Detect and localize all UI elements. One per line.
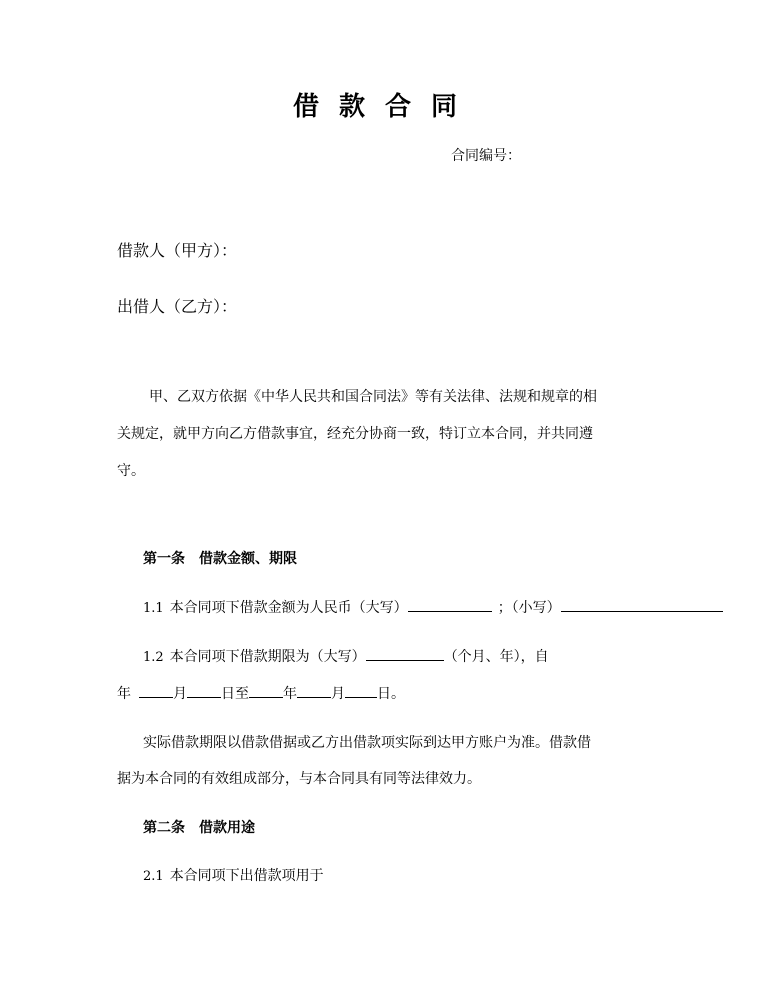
date-day-1: 日至 (221, 686, 249, 702)
term-date-line (117, 683, 405, 703)
amount-figures-blank (561, 597, 723, 612)
clause-1-2-number: 1.2 (143, 650, 164, 665)
term-note-line-1: 实际借款期限以借款借据或乙方出借款项实际到达甲方账户为准。借款借 (143, 735, 591, 751)
clause-1-2-text-b: （个月、年），自 (443, 649, 549, 665)
year-1-blank (139, 683, 173, 698)
clause-1-1 (143, 597, 723, 617)
day-2-blank (345, 683, 377, 698)
clause-1-2 (143, 646, 549, 666)
year-2-blank (249, 683, 283, 698)
date-day-2: 日。 (377, 686, 405, 702)
preamble-line-1: 甲、乙双方依据《中华人民共和国合同法》等有关法律、法规和规章的相 (149, 389, 597, 405)
article-1-heading: 第一条 借款金额、期限 (143, 551, 297, 567)
date-year-1: 年 (117, 686, 131, 702)
term-note-line-2: 据为本合同的有效组成部分，与本合同具有同等法律效力。 (117, 771, 481, 787)
month-2-blank (297, 683, 331, 698)
clause-2-1-text: 本合同项下出借款项用于 (169, 868, 324, 884)
preamble-line-2: 关规定，就甲方向乙方借款事宜，经充分协商一致，特订立本合同，并共同遵 (117, 426, 593, 442)
term-words-blank (366, 646, 444, 661)
lender-label: 出借人（乙方）： (117, 297, 238, 316)
contract-number-label: 合同编号： (451, 148, 521, 164)
date-month-2: 月 (331, 686, 345, 702)
document-title: 借款合同 (292, 92, 477, 122)
article-2-heading: 第二条 借款用途 (143, 820, 255, 836)
borrower-label: 借款人（甲方）： (117, 241, 238, 260)
clause-2-1-number: 2.1 (143, 869, 164, 884)
date-year-2: 年 (283, 686, 297, 702)
clause-1-1-number: 1.1 (143, 601, 164, 616)
clause-1-2-text-a: 本合同项下借款期限为（大写） (169, 649, 366, 665)
date-month-1: 月 (173, 686, 187, 702)
amount-words-blank (408, 597, 492, 612)
clause-1-1-text-b: ；（小写） (497, 600, 561, 616)
clause-1-1-text-a: 本合同项下借款金额为人民币（大写） (169, 600, 408, 616)
month-1-blank (187, 683, 221, 698)
clause-2-1 (143, 865, 324, 885)
preamble-line-3: 守。 (117, 463, 145, 479)
